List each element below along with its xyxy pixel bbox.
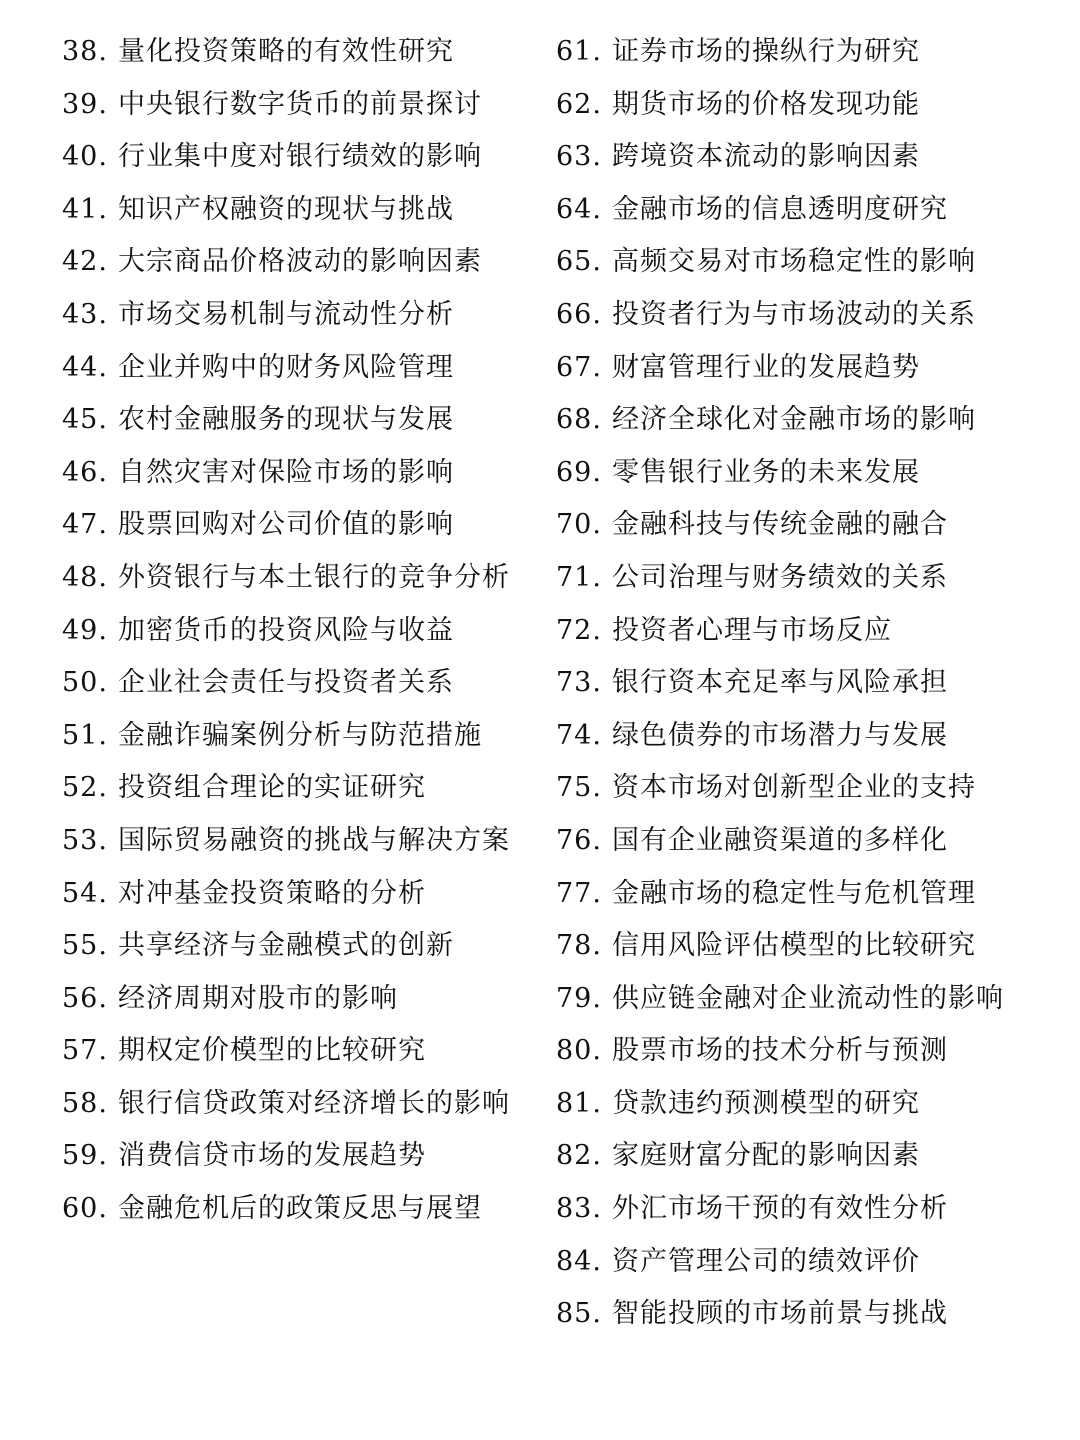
topic-title: 外资银行与本土银行的竞争分析 [117,561,510,593]
topic-list-item [62,657,532,710]
topic-title: 绿色债券的市场潜力与发展 [611,719,948,751]
topic-list-item [62,289,532,342]
topic-number: 60. [62,1193,108,1225]
topic-title: 期货市场的价格发现功能 [611,88,920,120]
topic-title: 市场交易机制与流动性分析 [117,298,454,330]
topic-list-item [556,762,1026,815]
topic-title: 量化投资策略的有效性研究 [117,36,454,67]
topic-title: 对冲基金投资策略的分析 [117,877,426,909]
topic-number: 73. [556,667,602,699]
topic-number: 47. [62,509,108,541]
topic-number: 48. [62,561,108,593]
topic-list-item [62,920,532,973]
topic-list-item [62,131,532,184]
topic-list-item [62,868,532,921]
topic-number: 63. [556,141,602,173]
topic-number: 59. [62,1140,108,1172]
topic-list-item [556,289,1026,342]
topic-number: 42. [62,246,108,278]
topic-title: 金融市场的信息透明度研究 [611,193,948,225]
topic-list-item [556,552,1026,605]
topic-list-item [556,499,1026,552]
topic-title: 自然灾害对保险市场的影响 [117,456,454,488]
topic-title: 智能投顾的市场前景与挑战 [611,1298,948,1330]
topic-number: 76. [556,824,602,856]
topic-title: 大宗商品价格波动的影响因素 [117,246,482,278]
topic-title: 贷款违约预测模型的研究 [611,1087,920,1119]
topic-list-item [556,394,1026,447]
topic-list-item [62,1183,532,1236]
topic-number: 68. [556,404,602,436]
topic-title: 零售银行业务的未来发展 [611,456,920,488]
topic-number: 55. [62,930,108,962]
topic-list-item [62,236,532,289]
topic-list-item [62,342,532,395]
topic-number: 85. [556,1298,602,1330]
topic-list-item [62,973,532,1026]
topic-number: 51. [62,719,108,751]
topic-title: 证券市场的操纵行为研究 [611,36,920,67]
topic-number: 61. [556,36,602,67]
topic-title: 股票回购对公司价值的影响 [117,509,454,541]
topic-title: 供应链金融对企业流动性的影响 [611,982,1004,1014]
topic-number: 77. [556,877,602,909]
topic-number: 72. [556,614,602,646]
topic-title: 银行资本充足率与风险承担 [611,667,948,699]
topic-list-item [62,394,532,447]
topic-title: 知识产权融资的现状与挑战 [117,193,454,225]
topic-number: 70. [556,509,602,541]
topic-title: 投资组合理论的实证研究 [117,772,426,804]
topic-number: 83. [556,1193,602,1225]
topic-list-item [556,815,1026,868]
topic-list-item [62,762,532,815]
topic-title: 加密货币的投资风险与收益 [117,614,454,646]
topic-title: 跨境资本流动的影响因素 [611,141,920,173]
topic-title: 经济周期对股市的影响 [117,982,398,1014]
topic-list-item [62,815,532,868]
left-topic-column [62,26,532,1236]
topic-number: 65. [556,246,602,278]
topic-list-item [556,1078,1026,1131]
topic-list-item [556,657,1026,710]
topic-title: 国有企业融资渠道的多样化 [611,824,948,856]
topic-list-item [556,79,1026,132]
topic-number: 41. [62,193,108,225]
topic-number: 66. [556,298,602,330]
topic-list-item [62,605,532,658]
topic-list-item [556,236,1026,289]
topic-number: 50. [62,667,108,699]
topic-title: 投资者心理与市场反应 [611,614,892,646]
topic-number: 69. [556,456,602,488]
topic-number: 49. [62,614,108,646]
topic-title: 资产管理公司的绩效评价 [611,1245,920,1277]
topic-number: 79. [556,982,602,1014]
topic-list-item [556,447,1026,500]
topic-list-item [556,1183,1026,1236]
topic-list-item [62,184,532,237]
topic-title: 家庭财富分配的影响因素 [611,1140,920,1172]
topic-number: 45. [62,404,108,436]
topic-title: 公司治理与财务绩效的关系 [611,561,948,593]
topic-list-item [556,868,1026,921]
topic-list-item [556,973,1026,1026]
topic-title: 金融市场的稳定性与危机管理 [611,877,976,909]
topic-title: 企业社会责任与投资者关系 [117,667,454,699]
topic-title: 高频交易对市场稳定性的影响 [611,246,976,278]
topic-list-item [556,342,1026,395]
topic-number: 53. [62,824,108,856]
topic-number: 78. [556,930,602,962]
topic-number: 56. [62,982,108,1014]
topic-title: 国际贸易融资的挑战与解决方案 [117,824,510,856]
topic-title: 金融诈骗案例分析与防范措施 [117,719,482,751]
topic-title: 共享经济与金融模式的创新 [117,930,454,962]
right-topic-column [556,26,1026,1341]
topic-number: 67. [556,351,602,383]
topic-title: 行业集中度对银行绩效的影响 [117,141,482,173]
topic-number: 75. [556,772,602,804]
topic-number: 39. [62,88,108,120]
topic-list-item [556,1025,1026,1078]
topic-number: 64. [556,193,602,225]
topic-number: 71. [556,561,602,593]
topic-list-item [62,26,532,79]
topic-title: 股票市场的技术分析与预测 [611,1035,948,1067]
topic-list-item [556,131,1026,184]
topic-number: 62. [556,88,602,120]
topic-list-item [556,1288,1026,1341]
topic-number: 54. [62,877,108,909]
topic-list-item [556,605,1026,658]
topic-list-item [556,920,1026,973]
topic-title: 金融危机后的政策反思与展望 [117,1193,482,1225]
topic-number: 82. [556,1140,602,1172]
topic-number: 43. [62,298,108,330]
topic-list-item [62,552,532,605]
topic-list-item [62,1025,532,1078]
topic-list-item [62,1130,532,1183]
topic-title: 金融科技与传统金融的融合 [611,509,948,541]
topic-list-item [62,499,532,552]
topic-number: 57. [62,1035,108,1067]
topic-number: 44. [62,351,108,383]
topic-title: 银行信贷政策对经济增长的影响 [117,1087,510,1119]
topic-list-item [556,26,1026,79]
topic-number: 58. [62,1087,108,1119]
topic-list-item [62,710,532,763]
topic-number: 46. [62,456,108,488]
topic-title: 投资者行为与市场波动的关系 [611,298,976,330]
topic-title: 财富管理行业的发展趋势 [611,351,920,383]
topic-number: 84. [556,1245,602,1277]
topic-list-item [556,1130,1026,1183]
topic-title: 资本市场对创新型企业的支持 [611,772,976,804]
topic-number: 74. [556,719,602,751]
topic-number: 38. [62,36,108,67]
topic-list-item [62,1078,532,1131]
topic-title: 农村金融服务的现状与发展 [117,404,454,436]
topic-title: 外汇市场干预的有效性分析 [611,1193,948,1225]
topic-title: 信用风险评估模型的比较研究 [611,930,976,962]
topic-title: 消费信贷市场的发展趋势 [117,1140,426,1172]
topic-number: 80. [556,1035,602,1067]
topic-title: 经济全球化对金融市场的影响 [611,404,976,436]
topic-list-item [62,79,532,132]
topic-list-item [62,447,532,500]
topic-title: 中央银行数字货币的前景探讨 [117,88,482,120]
topic-number: 52. [62,772,108,804]
topic-list-item [556,184,1026,237]
topic-list-item [556,710,1026,763]
topic-number: 40. [62,141,108,173]
topic-title: 企业并购中的财务风险管理 [117,351,454,383]
topic-title: 期权定价模型的比较研究 [117,1035,426,1067]
topic-number: 81. [556,1087,602,1119]
topic-list-item [556,1236,1026,1289]
